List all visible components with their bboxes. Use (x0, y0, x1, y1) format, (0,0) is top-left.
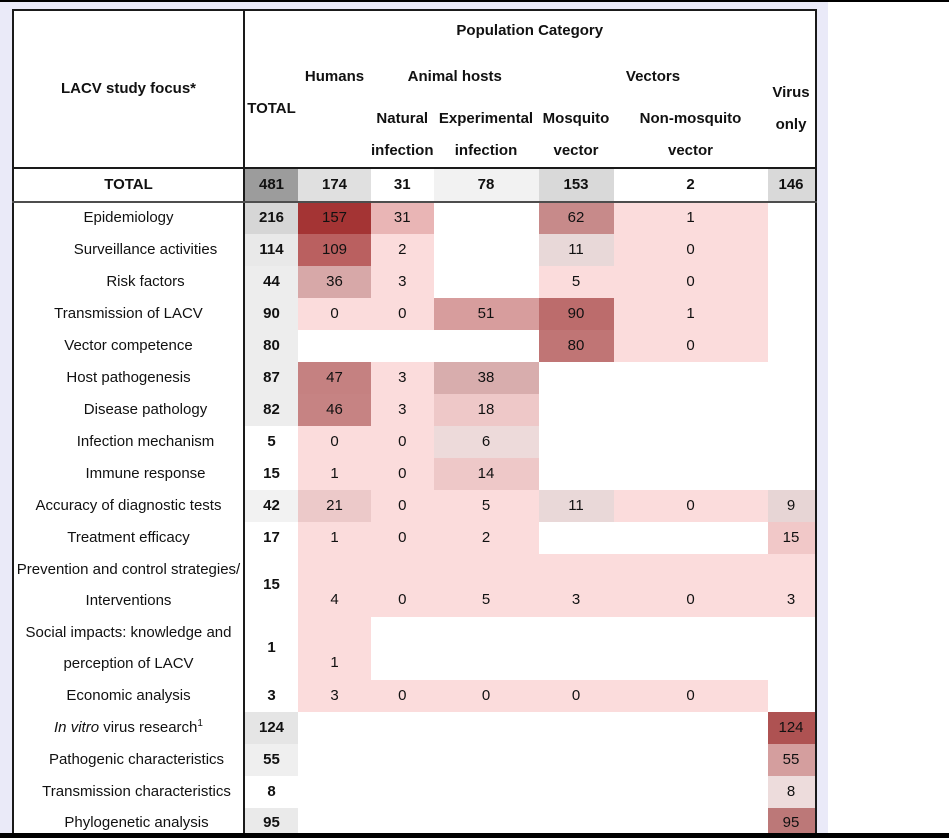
row-label: Prevention and control strategies/ Interventions (13, 554, 244, 617)
data-cell: 11 (539, 490, 614, 522)
total-cell: 90 (244, 298, 298, 330)
data-cell (298, 330, 371, 362)
data-cell: 0 (371, 522, 434, 554)
table-row (13, 744, 816, 776)
data-cell: 1 (298, 617, 371, 680)
data-cell: 0 (614, 490, 768, 522)
data-cell: 31 (371, 202, 434, 234)
data-cell: 0 (614, 680, 768, 712)
data-cell (539, 744, 614, 776)
data-cell: 2 (614, 168, 768, 202)
data-cell: 21 (298, 490, 371, 522)
col-group-animal-hosts: Animal hosts (371, 51, 539, 103)
data-cell: 4 (298, 554, 371, 617)
total-cell: 15 (263, 576, 280, 594)
data-cell: 51 (434, 298, 539, 330)
data-cell: 0 (371, 426, 434, 458)
row-label: Immune response (13, 458, 244, 490)
row-label: Phylogenetic analysis (13, 808, 244, 838)
data-cell: 109 (298, 234, 371, 266)
data-cell (614, 617, 768, 680)
col-header-total: TOTAL (244, 51, 298, 168)
data-cell: 2 (434, 522, 539, 554)
data-cell: 3 (371, 394, 434, 426)
data-cell: 90 (539, 298, 614, 330)
table-row (13, 362, 816, 394)
data-cell: 5 (539, 266, 614, 298)
data-cell (539, 394, 614, 426)
table-row (13, 298, 816, 330)
data-cell: 0 (614, 266, 768, 298)
data-cell (768, 362, 816, 394)
data-cell (371, 330, 434, 362)
total-cell: 44 (244, 266, 298, 298)
data-cell: 95 (768, 808, 816, 838)
data-cell: 0 (371, 554, 434, 617)
col-header-virus-only (768, 51, 816, 168)
total-cell: 216 (244, 202, 298, 234)
data-cell: 5 (434, 490, 539, 522)
data-cell (539, 776, 614, 808)
total-cell: 87 (244, 362, 298, 394)
data-cell: 0 (371, 490, 434, 522)
mosquito-line2: vector (553, 142, 599, 159)
data-cell (434, 266, 539, 298)
data-cell (614, 522, 768, 554)
total-cell: 481 (244, 168, 298, 202)
table-header (13, 10, 816, 168)
col-group-humans: Humans (298, 51, 371, 103)
data-cell: 153 (539, 168, 614, 202)
data-cell (614, 712, 768, 744)
data-cell (434, 234, 539, 266)
data-cell (768, 330, 816, 362)
data-cell: 0 (371, 458, 434, 490)
data-cell (539, 426, 614, 458)
data-cell: 2 (371, 234, 434, 266)
total-cell: 42 (244, 490, 298, 522)
data-cell (434, 202, 539, 234)
table-row (13, 554, 816, 617)
data-cell (614, 744, 768, 776)
data-cell: 80 (539, 330, 614, 362)
data-cell: 62 (539, 202, 614, 234)
data-cell (768, 458, 816, 490)
data-cell: 0 (614, 554, 768, 617)
col-header-mosquito-vector (539, 103, 614, 168)
row-label: Vector competence (13, 330, 244, 362)
data-cell (434, 744, 539, 776)
row-label: Epidemiology (13, 202, 244, 234)
total-cell: 95 (244, 808, 298, 838)
data-cell (371, 712, 434, 744)
data-cell (298, 776, 371, 808)
data-cell (768, 394, 816, 426)
data-cell (768, 680, 816, 712)
data-cell (614, 362, 768, 394)
row-label: Infection mechanism (13, 426, 244, 458)
data-cell (298, 744, 371, 776)
data-cell: 0 (298, 426, 371, 458)
row-label: Treatment efficacy (13, 522, 244, 554)
mosquito-line1: Mosquito (542, 110, 610, 127)
data-cell (539, 712, 614, 744)
total-cell: 5 (267, 432, 276, 450)
data-cell (539, 362, 614, 394)
data-cell (434, 712, 539, 744)
row-label: Surveillance activities (13, 234, 244, 266)
data-cell (768, 298, 816, 330)
data-cell: 47 (298, 362, 371, 394)
data-cell (768, 202, 816, 234)
col-header-nonmosquito-vector (614, 103, 768, 168)
data-cell: 1 (298, 458, 371, 490)
table-row (13, 234, 816, 266)
data-cell (434, 776, 539, 808)
lacv-study-heatmap-table (12, 9, 817, 838)
data-cell: 5 (434, 554, 539, 617)
total-cell: 1 (267, 639, 276, 657)
data-cell (371, 744, 434, 776)
data-cell: 6 (434, 426, 539, 458)
data-cell (614, 426, 768, 458)
data-cell (371, 776, 434, 808)
nonmosquito-line1: Non-mosquito (639, 110, 742, 127)
data-cell: 0 (614, 330, 768, 362)
data-cell: 31 (371, 168, 434, 202)
data-cell: 3 (768, 554, 816, 617)
data-cell (539, 522, 614, 554)
table-row (13, 712, 816, 744)
data-cell: 146 (768, 168, 816, 202)
total-cell: 55 (244, 744, 298, 776)
table-row (13, 458, 816, 490)
data-cell: 174 (298, 168, 371, 202)
data-cell (614, 776, 768, 808)
data-cell: 0 (371, 680, 434, 712)
data-cell: 46 (298, 394, 371, 426)
table-row (13, 617, 816, 680)
data-cell: 15 (768, 522, 816, 554)
row-label: Disease pathology (13, 394, 244, 426)
row-label: Host pathogenesis (13, 362, 244, 394)
data-cell: 11 (539, 234, 614, 266)
table-row (13, 490, 816, 522)
table-row (13, 680, 816, 712)
population-category-header: Population Category (244, 10, 816, 51)
data-cell: 9 (768, 490, 816, 522)
data-cell: 36 (298, 266, 371, 298)
data-cell: 1 (614, 298, 768, 330)
data-cell (434, 617, 539, 680)
table-row (13, 330, 816, 362)
data-cell (539, 617, 614, 680)
data-cell: 18 (434, 394, 539, 426)
data-cell (371, 617, 434, 680)
table-row (13, 776, 816, 808)
data-cell: 0 (298, 298, 371, 330)
data-cell (768, 426, 816, 458)
table-row (13, 168, 816, 202)
row-label: Risk factors (13, 266, 244, 298)
total-cell: 17 (263, 528, 280, 546)
total-cell: 80 (244, 330, 298, 362)
data-cell: 1 (298, 522, 371, 554)
virus-only-line1: Virus (772, 84, 810, 101)
row-label: Transmission characteristics (13, 776, 244, 808)
total-cell: 3 (267, 686, 276, 704)
natural-line1: Natural (376, 110, 429, 127)
experimental-line2: infection (454, 142, 518, 159)
total-cell: 8 (267, 782, 276, 800)
total-cell: 124 (244, 712, 298, 744)
row-label: Accuracy of diagnostic tests (13, 490, 244, 522)
row-label: Transmission of LACV (13, 298, 244, 330)
row-label: TOTAL (13, 168, 244, 202)
data-cell: 8 (768, 776, 816, 808)
row-label: Economic analysis (13, 680, 244, 712)
data-cell: 157 (298, 202, 371, 234)
row-label: In vitro virus research$^1$ (13, 712, 244, 744)
table-row (13, 426, 816, 458)
natural-line2: infection (371, 142, 434, 159)
data-cell: 124 (768, 712, 816, 744)
data-cell (768, 266, 816, 298)
data-cell (434, 330, 539, 362)
data-cell (298, 712, 371, 744)
data-cell: 3 (298, 680, 371, 712)
row-label: Pathogenic characteristics (13, 744, 244, 776)
total-cell: 114 (244, 234, 298, 266)
row-label: Social impacts: knowledge and perception of LACV (13, 617, 244, 680)
document-canvas (0, 2, 828, 833)
table-body (13, 168, 816, 838)
table-row (13, 394, 816, 426)
data-cell (768, 234, 816, 266)
window-bottom-border (0, 833, 949, 838)
table-row (13, 202, 816, 234)
data-cell: 3 (371, 362, 434, 394)
virus-only-line2: only (775, 116, 807, 133)
data-cell: 3 (371, 266, 434, 298)
data-cell: 55 (768, 744, 816, 776)
table-row (13, 266, 816, 298)
data-cell: 78 (434, 168, 539, 202)
data-cell: 0 (539, 680, 614, 712)
data-cell (614, 458, 768, 490)
data-cell: 0 (434, 680, 539, 712)
col-header-humans-spacer (298, 103, 371, 168)
total-cell: 15 (263, 464, 280, 482)
col-header-experimental-infection (434, 103, 539, 168)
col-group-vectors: Vectors (539, 51, 768, 103)
corner-label: LACV study focus* (13, 10, 244, 168)
data-cell: 1 (614, 202, 768, 234)
nonmosquito-line2: vector (667, 142, 714, 159)
data-cell (539, 458, 614, 490)
data-cell (768, 617, 816, 680)
data-cell: 0 (614, 234, 768, 266)
data-cell: 3 (539, 554, 614, 617)
table-row (13, 522, 816, 554)
experimental-line1: Experimental (438, 110, 534, 127)
col-header-natural-infection (371, 103, 434, 168)
total-cell: 82 (244, 394, 298, 426)
data-cell (614, 394, 768, 426)
data-cell: 0 (371, 298, 434, 330)
data-cell: 38 (434, 362, 539, 394)
data-cell: 14 (434, 458, 539, 490)
